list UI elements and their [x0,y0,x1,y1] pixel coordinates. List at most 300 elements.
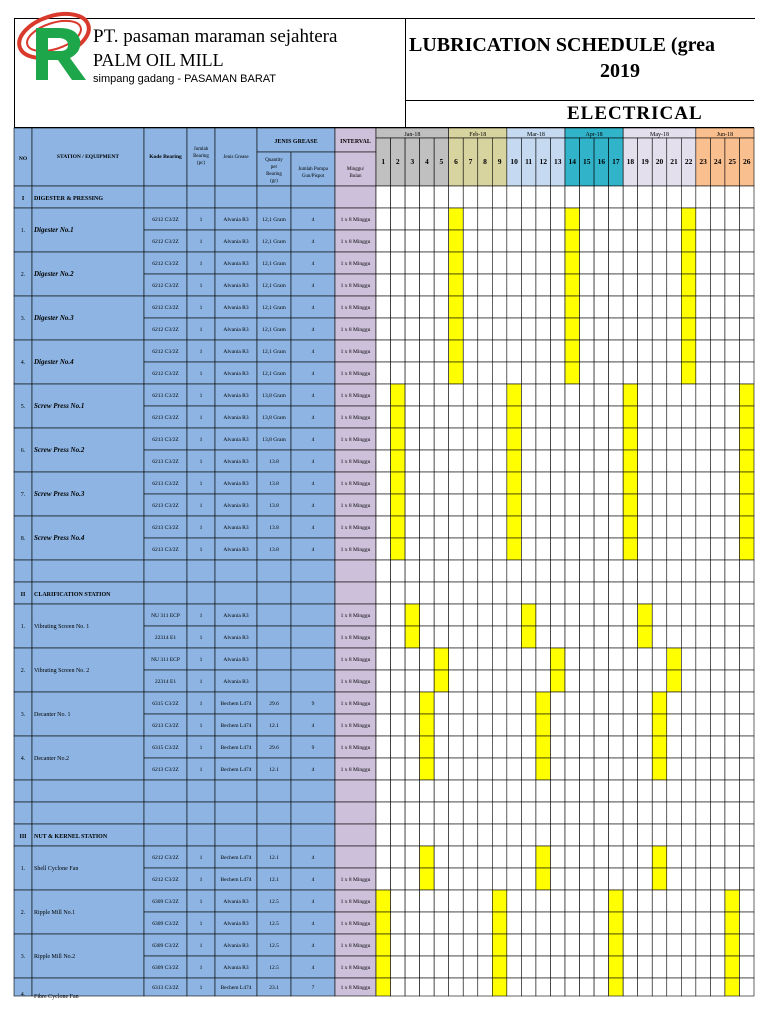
schedule-cell [391,846,406,868]
schedule-cell [623,252,638,274]
schedule-cell [739,186,754,208]
cell-quantity [257,780,291,802]
schedule-mark [420,758,435,780]
schedule-cell [449,186,464,208]
schedule-cell [710,516,725,538]
cell-interval [335,582,376,604]
grease-type: Alvania R3 [223,437,249,443]
schedule-cell [507,560,522,582]
schedule-cell [391,318,406,340]
schedule-cell [507,208,522,230]
schedule-cell [623,582,638,604]
bearing-code: 6212 C3/2Z [152,349,179,355]
schedule-cell [594,912,609,934]
equipment-name: Decanter No.2 [34,756,69,762]
item-number: 4. [20,360,26,366]
schedule-cell [652,406,667,428]
col-header-station-label: STATION / EQUIPMENT [56,154,120,160]
schedule-mark [449,296,464,318]
bearing-code: 6212 C3/2Z [152,239,179,245]
schedule-cell [376,230,391,252]
item-number: 4. [20,992,26,998]
schedule-cell [565,912,580,934]
schedule-cell [638,274,653,296]
schedule-cell [696,230,711,252]
schedule-cell [681,494,696,516]
cell-jenis [215,186,257,208]
schedule-cell [681,824,696,846]
schedule-cell [638,494,653,516]
schedule-mark [536,758,551,780]
row-station-cell [32,560,144,582]
schedule-cell [681,450,696,472]
schedule-cell [420,890,435,912]
schedule-cell [739,208,754,230]
schedule-cell [681,538,696,560]
schedule-mark [623,472,638,494]
grease-quantity: 29.6 [269,701,279,707]
schedule-cell [580,274,595,296]
schedule-cell [580,450,595,472]
schedule-cell [492,604,507,626]
schedule-cell [565,450,580,472]
schedule-cell [391,626,406,648]
schedule-cell [609,252,624,274]
schedule-cell [478,274,493,296]
grease-quantity: 12.5 [269,899,279,905]
schedule-cell [681,626,696,648]
bearing-code: 6315 C3/2Z [152,701,179,707]
schedule-cell [667,472,682,494]
schedule-cell [420,274,435,296]
schedule-cell [492,868,507,890]
schedule-cell [521,362,536,384]
grease-type: Alvania R3 [223,899,249,905]
cell-quantity [257,670,291,692]
schedule-cell [449,780,464,802]
schedule-cell [376,472,391,494]
schedule-mark [391,472,406,494]
schedule-cell [667,252,682,274]
schedule-cell [638,362,653,384]
schedule-cell [391,780,406,802]
schedule-cell [536,318,551,340]
schedule-cell [565,516,580,538]
schedule-cell [652,934,667,956]
schedule-cell [478,824,493,846]
schedule-cell [478,560,493,582]
schedule-cell [623,956,638,978]
week-number: 19 [641,157,649,166]
schedule-cell [521,516,536,538]
section-title: CLARIFICATION STATION [34,592,111,598]
schedule-cell [521,758,536,780]
schedule-cell [739,780,754,802]
schedule-cell [725,714,740,736]
schedule-cell [739,560,754,582]
schedule-cell [638,538,653,560]
schedule-cell [463,252,478,274]
pump-count: 4 [311,349,315,355]
equipment-name: Screw Press No.1 [34,402,85,410]
schedule-cell [463,516,478,538]
grease-quantity: 12,1 Gram [262,239,286,245]
cell-jumlah [187,802,215,824]
schedule-mark [623,384,638,406]
schedule-cell [391,340,406,362]
interval-value: 1 x 8 Minggu [340,349,371,355]
bearing-count: 1 [199,701,203,707]
cell-interval [335,846,376,868]
schedule-cell [652,560,667,582]
schedule-cell [594,626,609,648]
grease-type: Bechem L474 [220,985,252,991]
week-number: 5 [439,157,444,166]
schedule-cell [434,274,449,296]
schedule-cell [739,934,754,956]
schedule-cell [550,340,565,362]
schedule-cell [420,604,435,626]
schedule-cell [434,604,449,626]
bearing-count: 1 [199,965,203,971]
grease-quantity: 12.1 [269,767,279,773]
schedule-cell [434,934,449,956]
schedule-cell [478,692,493,714]
schedule-cell [405,934,420,956]
schedule-cell [638,560,653,582]
grease-quantity: 13.8 [269,481,279,487]
schedule-cell [725,670,740,692]
col-header-quantity-label: per [270,165,278,170]
schedule-cell [376,450,391,472]
schedule-cell [696,780,711,802]
schedule-cell [565,560,580,582]
schedule-cell [594,582,609,604]
week-number: 18 [626,157,635,166]
schedule-cell [739,758,754,780]
schedule-cell [536,978,551,996]
schedule-cell [609,758,624,780]
schedule-cell [478,670,493,692]
schedule-cell [565,670,580,692]
schedule-cell [609,362,624,384]
schedule-cell [638,934,653,956]
cell-kode [144,824,187,846]
cell-quantity [257,186,291,208]
pump-count: 7 [311,985,315,991]
bearing-count: 1 [199,613,203,619]
schedule-cell [376,428,391,450]
schedule-cell [434,472,449,494]
schedule-cell [507,846,522,868]
schedule-cell [580,692,595,714]
bearing-count: 1 [199,481,203,487]
schedule-cell [681,648,696,670]
schedule-cell [521,912,536,934]
schedule-cell [638,912,653,934]
schedule-cell [449,912,464,934]
schedule-cell [652,318,667,340]
col-header-pompa-label: Gun/Pispot [301,174,325,179]
schedule-cell [536,472,551,494]
schedule-cell [420,384,435,406]
pump-count: 4 [311,437,315,443]
schedule-cell [449,450,464,472]
schedule-mark [420,736,435,758]
item-number: 2. [20,668,26,674]
schedule-cell [391,714,406,736]
schedule-cell [609,670,624,692]
bearing-count: 1 [199,217,203,223]
schedule-mark [420,692,435,714]
schedule-cell [391,912,406,934]
schedule-cell [521,868,536,890]
schedule-cell [609,714,624,736]
interval-value: 1 x 8 Minggu [340,943,371,949]
cell-jumlah [187,780,215,802]
grease-type: Alvania R3 [223,371,249,377]
schedule-cell [507,868,522,890]
schedule-cell [580,582,595,604]
schedule-mark [521,604,536,626]
grease-type: Alvania R3 [223,261,249,267]
pump-count: 4 [311,899,315,905]
schedule-cell [696,186,711,208]
schedule-cell [391,252,406,274]
interval-value: 1 x 8 Minggu [340,415,371,421]
schedule-cell [405,428,420,450]
schedule-cell [565,802,580,824]
schedule-cell [492,846,507,868]
cell-jumlah [187,560,215,582]
schedule-cell [725,472,740,494]
cell-quantity [257,604,291,626]
schedule-cell [667,890,682,912]
cell-pompa [291,186,335,208]
interval-value: 1 x 8 Minggu [340,217,371,223]
schedule-mark [536,868,551,890]
schedule-cell [696,582,711,604]
schedule-cell [652,802,667,824]
schedule-cell [696,428,711,450]
schedule-cell [623,692,638,714]
schedule-cell [550,714,565,736]
schedule-cell [405,670,420,692]
schedule-cell [463,934,478,956]
schedule-cell [638,428,653,450]
schedule-cell [725,780,740,802]
schedule-cell [521,450,536,472]
schedule-cell [710,780,725,802]
schedule-cell [405,648,420,670]
schedule-cell [391,208,406,230]
schedule-mark [739,494,754,516]
schedule-cell [434,890,449,912]
schedule-cell [696,736,711,758]
schedule-cell [739,890,754,912]
interval-value: 1 x 8 Minggu [340,921,371,927]
schedule-cell [463,868,478,890]
schedule-cell [739,296,754,318]
schedule-cell [376,538,391,560]
schedule-cell [478,450,493,472]
schedule-cell [667,450,682,472]
schedule-cell [739,956,754,978]
col-header-jenis-group-label: JENIS GREASE [274,139,318,145]
schedule-cell [507,890,522,912]
bearing-count: 1 [199,985,203,991]
schedule-cell [710,758,725,780]
schedule-cell [580,296,595,318]
bearing-code: 6213 C3/2Z [152,393,179,399]
schedule-cell [609,450,624,472]
schedule-cell [405,230,420,252]
schedule-cell [463,758,478,780]
cell-pompa [291,802,335,824]
schedule-mark [725,956,740,978]
schedule-cell [521,538,536,560]
schedule-cell [550,494,565,516]
interval-value: 1 x 8 Minggu [340,393,371,399]
grease-type: Alvania R3 [223,217,249,223]
schedule-cell [580,912,595,934]
grease-type: Bechem L474 [220,855,252,861]
week-number: 21 [670,157,678,166]
schedule-cell [710,252,725,274]
week-number: 26 [742,157,751,166]
schedule-cell [696,868,711,890]
schedule-cell [536,428,551,450]
schedule-mark [681,318,696,340]
grease-quantity: 13.8 [269,525,279,531]
equipment-name: Vibrating Screen No. 2 [34,668,90,674]
schedule-cell [696,626,711,648]
schedule-mark [492,978,507,996]
grease-type: Alvania R3 [223,547,249,553]
schedule-cell [521,428,536,450]
schedule-cell [594,934,609,956]
week-number: 8 [483,157,487,166]
schedule-cell [623,824,638,846]
col-header-no-label: NO [18,156,28,162]
schedule-cell [376,362,391,384]
schedule-cell [710,186,725,208]
schedule-cell [463,956,478,978]
schedule-cell [667,538,682,560]
schedule-mark [623,450,638,472]
schedule-cell [565,626,580,648]
schedule-mark [405,626,420,648]
schedule-cell [478,186,493,208]
schedule-cell [434,450,449,472]
schedule-cell [492,714,507,736]
pump-count: 4 [311,371,315,377]
grease-quantity: 12,1 Gram [262,371,286,377]
schedule-cell [405,186,420,208]
schedule-cell [478,472,493,494]
schedule-mark [681,252,696,274]
schedule-cell [609,340,624,362]
schedule-cell [667,846,682,868]
item-number: 6. [20,448,26,454]
schedule-cell [739,340,754,362]
schedule-cell [710,274,725,296]
schedule-cell [739,868,754,890]
schedule-cell [565,692,580,714]
schedule-cell [420,230,435,252]
schedule-mark [681,208,696,230]
schedule-cell [405,912,420,934]
cell-pompa [291,560,335,582]
schedule-cell [594,890,609,912]
schedule-cell [449,802,464,824]
schedule-cell [725,868,740,890]
schedule-cell [696,758,711,780]
schedule-cell [667,912,682,934]
schedule-cell [638,340,653,362]
interval-value: 1 x 8 Minggu [340,503,371,509]
schedule-mark [492,890,507,912]
schedule-mark [434,648,449,670]
grease-type: Alvania R3 [223,503,249,509]
schedule-cell [681,780,696,802]
interval-value: 1 x 8 Minggu [340,239,371,245]
schedule-cell [739,824,754,846]
equipment-name: Digester No.2 [34,270,74,278]
schedule-cell [638,780,653,802]
pump-count: 4 [311,261,315,267]
schedule-cell [391,230,406,252]
col-header-jumlah-label: Bearing [193,154,209,159]
schedule-cell [550,296,565,318]
schedule-cell [565,934,580,956]
schedule-cell [405,340,420,362]
schedule-cell [478,538,493,560]
cell-quantity [257,626,291,648]
schedule-cell [638,692,653,714]
schedule-cell [434,494,449,516]
schedule-cell [405,384,420,406]
interval-value: 1 x 8 Minggu [340,985,371,991]
schedule-cell [463,846,478,868]
schedule-cell [536,780,551,802]
schedule-cell [609,604,624,626]
schedule-cell [405,538,420,560]
schedule-cell [580,956,595,978]
bearing-count: 1 [199,349,203,355]
schedule-mark [449,318,464,340]
schedule-cell [580,626,595,648]
schedule-cell [449,736,464,758]
schedule-cell [667,802,682,824]
schedule-cell [609,406,624,428]
cell-kode [144,582,187,604]
schedule-cell [478,516,493,538]
schedule-mark [623,516,638,538]
section-title: NUT & KERNEL STATION [34,834,108,840]
schedule-cell [449,890,464,912]
col-header-kode-label: Kode Bearing [149,154,182,160]
schedule-cell [492,230,507,252]
schedule-cell [550,560,565,582]
schedule-mark [725,912,740,934]
schedule-cell [550,890,565,912]
schedule-cell [434,780,449,802]
schedule-mark [652,714,667,736]
schedule-cell [609,274,624,296]
schedule-cell [652,274,667,296]
schedule-cell [565,956,580,978]
